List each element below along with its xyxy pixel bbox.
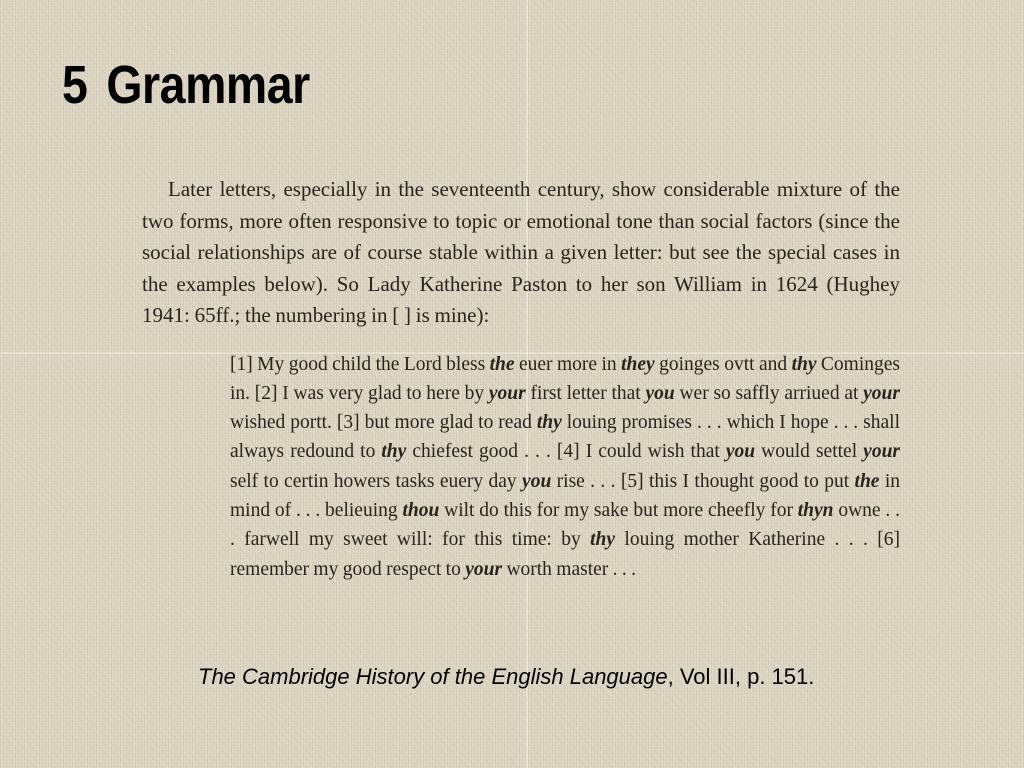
quote-text: worth master . . . <box>502 558 637 580</box>
citation-details: , Vol III, p. 151. <box>667 664 815 689</box>
quote-text: wished portt. [3] but more glad to read <box>230 412 537 434</box>
slide-title-text: Grammar <box>106 55 310 115</box>
quote-text: owne . . . farwell my sweet will: for this time: by <box>230 499 900 551</box>
intro-paragraph: Later letters, especially in the seventeenth century, show considerable mixture of the two forms, more often responsive to topic or emotional tone than social factors (since the social relationships are of course stable within a given letter: but see the special cases in the examples below). So Lady Katherine Paston to her son William in 1624 (Hughey 1941: 65ff.; the numbering in [ ] is mine): <box>142 177 900 327</box>
quote-text: euer more in <box>514 353 622 375</box>
slide-title <box>62 55 310 115</box>
quote-pronoun: thy <box>590 529 616 551</box>
slide-title-number: 5 <box>62 55 88 115</box>
quote-pronoun: the <box>854 470 880 492</box>
quote-pronoun: your <box>863 441 901 463</box>
quote-pronoun: thyn <box>797 499 834 521</box>
quote-pronoun: they <box>621 353 655 375</box>
quote-text: [1] My good child the Lord bless <box>230 353 490 375</box>
quote-pronoun: your <box>488 382 526 404</box>
quote-text: in mind of . . . belieuing <box>230 470 900 521</box>
quote-pronoun: thy <box>791 353 817 375</box>
quote-text: self to certin howers tasks euery day <box>230 470 523 492</box>
quote-text: wilt do this for my sake but more cheefly for <box>439 499 798 521</box>
source-citation <box>198 664 814 690</box>
quote-text: louing promises . . . which I hope . . . shall always redound to <box>230 412 900 463</box>
quote-text: louing mother Katherine . . . [6] remember my good respect to <box>230 529 900 580</box>
quote-pronoun: the <box>489 353 515 375</box>
quote-pronoun: you <box>522 470 552 492</box>
quote-text: would settel <box>755 441 864 463</box>
quote-text: goinges ovtt and <box>654 353 792 375</box>
letter-quotation <box>230 350 900 584</box>
quote-pronoun: thy <box>381 441 407 463</box>
scanned-excerpt <box>142 174 900 584</box>
citation-book-title: The Cambridge History of the English Language <box>198 664 668 689</box>
quote-pronoun: thy <box>536 412 562 434</box>
quote-pronoun: your <box>863 382 900 404</box>
quote-pronoun: you <box>725 441 756 463</box>
quote-pronoun: you <box>645 382 675 404</box>
quote-pronoun: your <box>465 558 503 580</box>
quote-pronoun: thou <box>402 499 440 521</box>
quote-text: first letter that <box>525 382 646 404</box>
quote-text: Cominges in. [2] I was very glad to here by <box>230 353 901 404</box>
quote-text: chiefest good . . . [4] I could wish that <box>406 441 726 463</box>
quote-text: rise . . . [5] this I thought good to put <box>551 470 855 492</box>
quote-text: wer so saffly arriued at <box>674 382 864 404</box>
